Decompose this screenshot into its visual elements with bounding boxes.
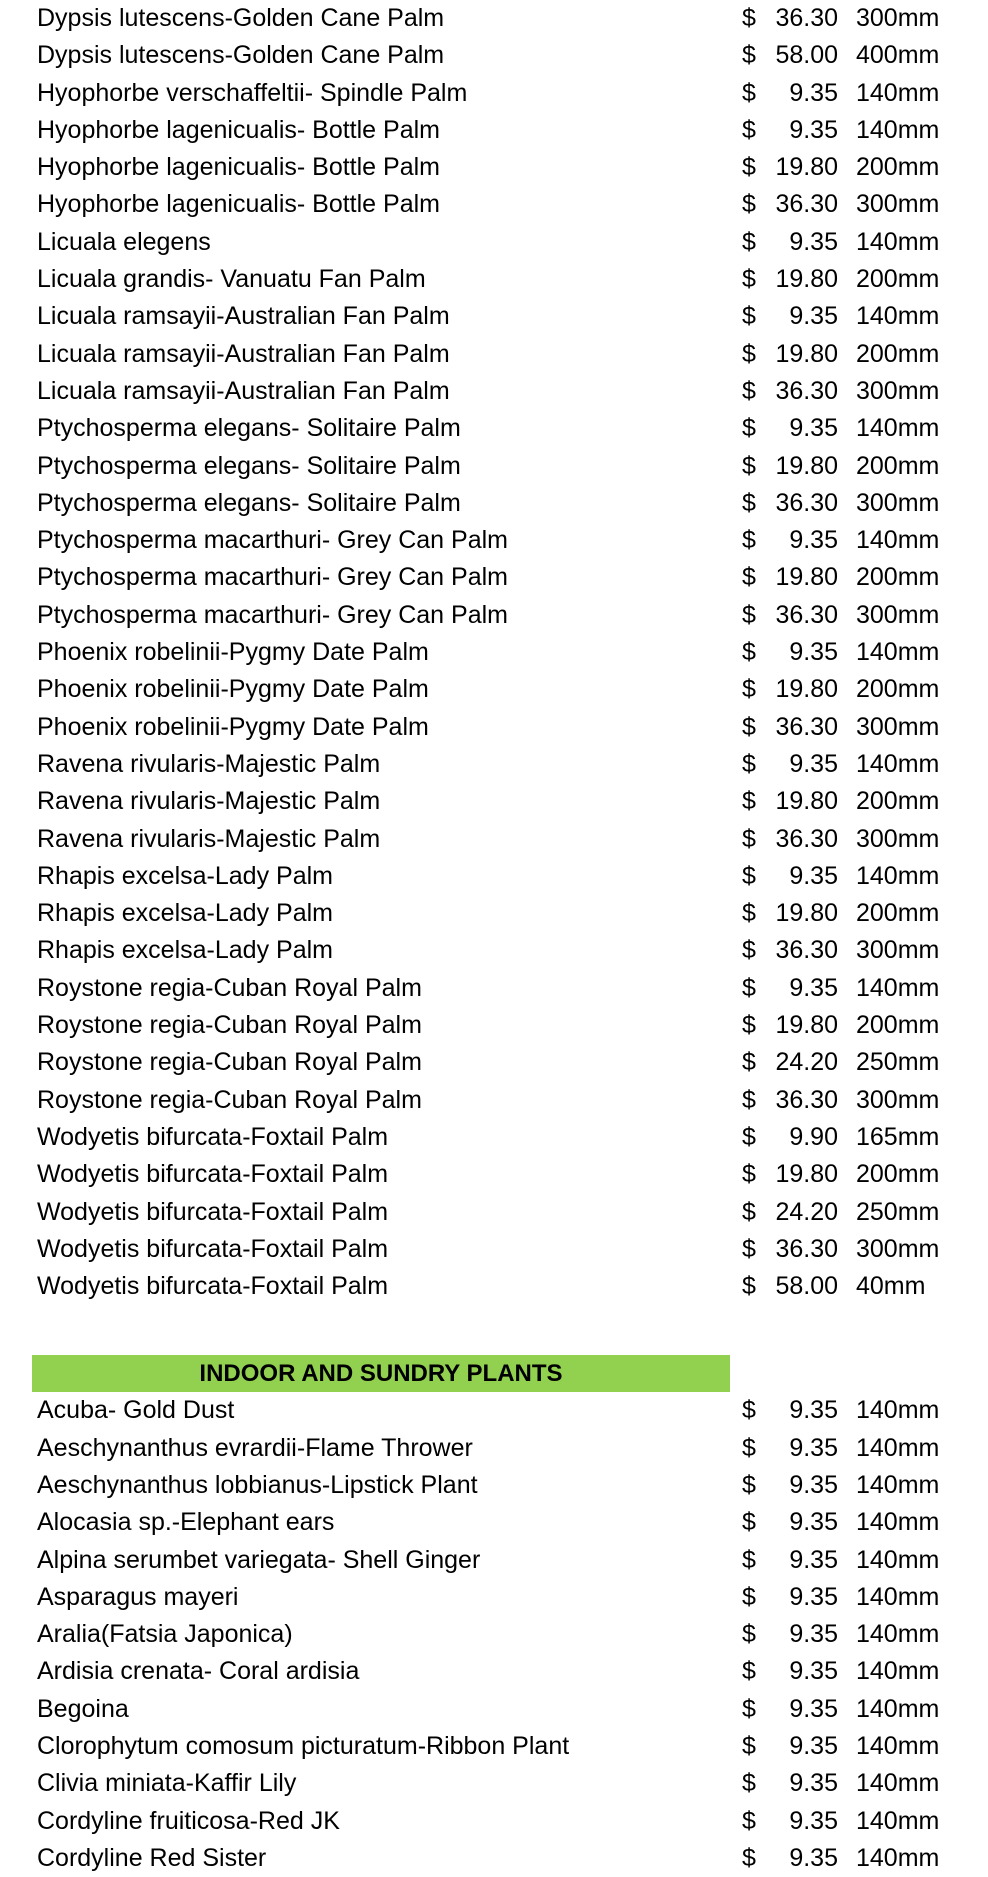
currency-symbol: $: [742, 1843, 756, 1872]
currency-symbol: $: [742, 451, 756, 480]
pot-size: 140mm: [856, 1732, 940, 1761]
pot-size: 140mm: [856, 302, 940, 331]
plant-name: Phoenix robelinii-Pygmy Date Palm: [37, 712, 429, 741]
plant-name: Ptychosperma elegans- Solitaire Palm: [37, 414, 461, 443]
plant-name: Wodyetis bifurcata-Foxtail Palm: [37, 1272, 389, 1301]
plant-name: Hyophorbe lagenicualis- Bottle Palm: [37, 115, 440, 144]
plant-name: Asparagus mayeri: [37, 1582, 239, 1611]
plant-name: Aralia(Fatsia Japonica): [37, 1620, 293, 1649]
price-value: 19.80: [775, 153, 838, 182]
table-row: [0, 298, 988, 335]
price-value: 9.35: [789, 115, 838, 144]
price-value: 9.35: [789, 861, 838, 890]
plant-name: Acuba- Gold Dust: [37, 1396, 235, 1425]
price-value: 9.35: [789, 1806, 838, 1835]
plant-name: Clorophytum comosum picturatum-Ribbon Plant: [37, 1732, 570, 1761]
table-row: [0, 1082, 988, 1119]
table-row: [0, 783, 988, 820]
currency-symbol: $: [742, 973, 756, 1002]
currency-symbol: $: [742, 749, 756, 778]
currency-symbol: $: [742, 563, 756, 592]
price-value: 9.35: [789, 1508, 838, 1537]
plant-name: Dypsis lutescens-Golden Cane Palm: [37, 4, 445, 32]
table-row: [0, 1765, 988, 1802]
price-value: 19.80: [775, 563, 838, 592]
pot-size: 300mm: [856, 600, 940, 629]
pot-size: 140mm: [856, 115, 940, 144]
plant-name: Wodyetis bifurcata-Foxtail Palm: [37, 1122, 389, 1151]
currency-symbol: $: [742, 1769, 756, 1798]
price-value: 19.80: [775, 265, 838, 294]
table-row: [0, 522, 988, 559]
table-row: [0, 709, 988, 746]
price-value: 9.35: [789, 1769, 838, 1798]
plant-name: Ravena rivularis-Majestic Palm: [37, 824, 381, 853]
price-value: 19.80: [775, 451, 838, 480]
pot-size: 140mm: [856, 414, 940, 443]
price-value: 9.35: [789, 1582, 838, 1611]
table-row: [0, 75, 988, 112]
pot-size: 165mm: [856, 1122, 940, 1151]
table-row: [0, 0, 988, 37]
pot-size: 200mm: [856, 451, 940, 480]
pot-size: 140mm: [856, 1470, 940, 1499]
table-row: [0, 1392, 988, 1429]
currency-symbol: $: [742, 1620, 756, 1649]
price-value: 9.35: [789, 78, 838, 107]
currency-symbol: $: [742, 1806, 756, 1835]
table-row: [0, 1430, 988, 1467]
currency-symbol: $: [742, 1508, 756, 1537]
currency-symbol: $: [742, 861, 756, 890]
pot-size: 300mm: [856, 712, 940, 741]
pot-size: 140mm: [856, 78, 940, 107]
table-row: [0, 1194, 988, 1231]
plant-name: Dypsis lutescens-Golden Cane Palm: [37, 41, 445, 70]
price-value: 19.80: [775, 339, 838, 368]
price-value: 36.30: [775, 376, 838, 405]
pot-size: 200mm: [856, 787, 940, 816]
pot-size: 140mm: [856, 1694, 940, 1723]
pot-size: 250mm: [856, 1197, 940, 1226]
plant-name: Cordyline fruiticosa-Red JK: [37, 1806, 340, 1835]
section-spacer: [0, 1305, 988, 1355]
table-row: [0, 858, 988, 895]
plant-name: Phoenix robelinii-Pygmy Date Palm: [37, 638, 429, 667]
plant-name: Cordyline Red Sister: [37, 1843, 267, 1872]
currency-symbol: $: [742, 227, 756, 256]
table-row: [0, 1044, 988, 1081]
table-row: [0, 821, 988, 858]
pot-size: 140mm: [856, 1582, 940, 1611]
table-row: [0, 1504, 988, 1541]
currency-symbol: $: [742, 414, 756, 443]
table-row: [0, 895, 988, 932]
price-value: 9.35: [789, 973, 838, 1002]
pot-size: 300mm: [856, 376, 940, 405]
plant-name: Hyophorbe verschaffeltii- Spindle Palm: [37, 78, 468, 107]
pot-size: 140mm: [856, 1545, 940, 1574]
plant-name: Wodyetis bifurcata-Foxtail Palm: [37, 1160, 389, 1189]
plant-name: Rhapis excelsa-Lady Palm: [37, 861, 333, 890]
plant-name: Ravena rivularis-Majestic Palm: [37, 749, 381, 778]
table-row: [0, 746, 988, 783]
price-value: 36.30: [775, 488, 838, 517]
table-row: [0, 186, 988, 223]
price-value: 9.35: [789, 1470, 838, 1499]
table-row: [0, 336, 988, 373]
plant-name: Ardisia crenata- Coral ardisia: [37, 1657, 360, 1686]
table-row: [0, 1156, 988, 1193]
pot-size: 300mm: [856, 1085, 940, 1114]
table-row: [0, 1653, 988, 1690]
table-row: [0, 37, 988, 74]
currency-symbol: $: [742, 1396, 756, 1425]
price-value: 9.35: [789, 1396, 838, 1425]
currency-symbol: $: [742, 1694, 756, 1723]
currency-symbol: $: [742, 190, 756, 219]
pot-size: 200mm: [856, 675, 940, 704]
plant-name: Ravena rivularis-Majestic Palm: [37, 787, 381, 816]
pot-size: 140mm: [856, 1843, 940, 1872]
pot-size: 140mm: [856, 1806, 940, 1835]
price-value: 9.35: [789, 302, 838, 331]
pot-size: 140mm: [856, 1508, 940, 1537]
plant-name: Rhapis excelsa-Lady Palm: [37, 936, 333, 965]
pot-size: 250mm: [856, 1048, 940, 1077]
pot-size: 140mm: [856, 526, 940, 555]
price-value: 19.80: [775, 899, 838, 928]
currency-symbol: $: [742, 1234, 756, 1263]
price-value: 9.35: [789, 227, 838, 256]
pot-size: 200mm: [856, 899, 940, 928]
currency-symbol: $: [742, 4, 756, 32]
pot-size: 200mm: [856, 339, 940, 368]
pot-size: 200mm: [856, 563, 940, 592]
plant-name: Wodyetis bifurcata-Foxtail Palm: [37, 1234, 389, 1263]
table-row: [0, 1616, 988, 1653]
plant-name: Begoina: [37, 1694, 129, 1723]
plant-name: Ptychosperma macarthuri- Grey Can Palm: [37, 600, 508, 629]
plant-name: Ptychosperma macarthuri- Grey Can Palm: [37, 526, 508, 555]
table-row: [0, 224, 988, 261]
price-value: 9.35: [789, 1843, 838, 1872]
pot-size: 300mm: [856, 936, 940, 965]
pot-size: 200mm: [856, 1160, 940, 1189]
pot-size: 300mm: [856, 488, 940, 517]
plant-name: Ptychosperma macarthuri- Grey Can Palm: [37, 563, 508, 592]
table-row: [0, 1803, 988, 1840]
price-value: 36.30: [775, 824, 838, 853]
plant-name: Licuala elegens: [37, 227, 211, 256]
table-row: [0, 1691, 988, 1728]
currency-symbol: $: [742, 265, 756, 294]
price-value: 19.80: [775, 675, 838, 704]
price-value: 9.35: [789, 414, 838, 443]
price-value: 58.00: [775, 41, 838, 70]
plant-name: Licuala grandis- Vanuatu Fan Palm: [37, 265, 426, 294]
price-value: 19.80: [775, 787, 838, 816]
table-row: [0, 149, 988, 186]
plant-name: Ptychosperma elegans- Solitaire Palm: [37, 488, 461, 517]
currency-symbol: $: [742, 1122, 756, 1151]
currency-symbol: $: [742, 1197, 756, 1226]
table-row: [0, 112, 988, 149]
plant-name: Aeschynanthus lobbianus-Lipstick Plant: [37, 1470, 478, 1499]
table-row: [0, 1467, 988, 1504]
plant-name: Phoenix robelinii-Pygmy Date Palm: [37, 675, 429, 704]
currency-symbol: $: [742, 302, 756, 331]
price-value: 9.35: [789, 1732, 838, 1761]
table-row: [0, 448, 988, 485]
currency-symbol: $: [742, 41, 756, 70]
currency-symbol: $: [742, 1011, 756, 1040]
table-row: [0, 559, 988, 596]
pot-size: 140mm: [856, 1769, 940, 1798]
price-value: 9.35: [789, 1545, 838, 1574]
currency-symbol: $: [742, 153, 756, 182]
pot-size: 400mm: [856, 41, 940, 70]
section-title-band: INDOOR AND SUNDRY PLANTS: [32, 1355, 730, 1392]
pot-size: 40mm: [856, 1272, 926, 1301]
pot-size: 200mm: [856, 265, 940, 294]
plant-name: Wodyetis bifurcata-Foxtail Palm: [37, 1197, 389, 1226]
pot-size: 140mm: [856, 1620, 940, 1649]
pot-size: 140mm: [856, 1396, 940, 1425]
price-value: 9.35: [789, 526, 838, 555]
plant-name: Alpina serumbet variegata- Shell Ginger: [37, 1545, 481, 1574]
currency-symbol: $: [742, 1085, 756, 1114]
currency-symbol: $: [742, 1433, 756, 1462]
plant-name: Alocasia sp.-Elephant ears: [37, 1508, 335, 1537]
pot-size: 300mm: [856, 190, 940, 219]
table-row: [0, 634, 988, 671]
table-row: [0, 932, 988, 969]
currency-symbol: $: [742, 1732, 756, 1761]
table-row: [0, 1268, 988, 1305]
table-row: [0, 597, 988, 634]
pot-size: 140mm: [856, 861, 940, 890]
pot-size: 140mm: [856, 973, 940, 1002]
price-value: 24.20: [775, 1197, 838, 1226]
table-row: [0, 1007, 988, 1044]
currency-symbol: $: [742, 1272, 756, 1301]
currency-symbol: $: [742, 115, 756, 144]
currency-symbol: $: [742, 376, 756, 405]
table-row: [0, 410, 988, 447]
price-value: 36.30: [775, 600, 838, 629]
pot-size: 300mm: [856, 1234, 940, 1263]
currency-symbol: $: [742, 712, 756, 741]
price-value: 36.30: [775, 1085, 838, 1114]
price-value: 9.35: [789, 1657, 838, 1686]
currency-symbol: $: [742, 936, 756, 965]
currency-symbol: $: [742, 824, 756, 853]
plant-name: Licuala ramsayii-Australian Fan Palm: [37, 339, 450, 368]
pot-size: 140mm: [856, 1433, 940, 1462]
price-value: 19.80: [775, 1011, 838, 1040]
table-row: [0, 1728, 988, 1765]
price-value: 19.80: [775, 1160, 838, 1189]
table-row: [0, 1231, 988, 1268]
currency-symbol: $: [742, 675, 756, 704]
plant-name: Roystone regia-Cuban Royal Palm: [37, 973, 422, 1002]
plant-name: Roystone regia-Cuban Royal Palm: [37, 1048, 422, 1077]
currency-symbol: $: [742, 1545, 756, 1574]
currency-symbol: $: [742, 787, 756, 816]
currency-symbol: $: [742, 78, 756, 107]
price-value: 9.35: [789, 749, 838, 778]
plant-name: Aeschynanthus evrardii-Flame Thrower: [37, 1433, 473, 1462]
price-value: 36.30: [775, 936, 838, 965]
plant-name: Licuala ramsayii-Australian Fan Palm: [37, 376, 450, 405]
plant-name: Licuala ramsayii-Australian Fan Palm: [37, 302, 450, 331]
pot-size: 140mm: [856, 749, 940, 778]
currency-symbol: $: [742, 526, 756, 555]
plant-name: Roystone regia-Cuban Royal Palm: [37, 1011, 422, 1040]
table-row: [0, 970, 988, 1007]
pot-size: 200mm: [856, 1011, 940, 1040]
price-value: 9.35: [789, 1620, 838, 1649]
price-value: 36.30: [775, 712, 838, 741]
indoor-price-list: [0, 1392, 988, 1877]
plant-name: Hyophorbe lagenicualis- Bottle Palm: [37, 190, 440, 219]
pot-size: 300mm: [856, 4, 940, 32]
price-value: 24.20: [775, 1048, 838, 1077]
table-row: [0, 1840, 988, 1877]
price-value: 58.00: [775, 1272, 838, 1301]
table-row: [0, 671, 988, 708]
currency-symbol: $: [742, 1048, 756, 1077]
price-value: 36.30: [775, 190, 838, 219]
table-row: [0, 1542, 988, 1579]
plant-name: Ptychosperma elegans- Solitaire Palm: [37, 451, 461, 480]
pot-size: 200mm: [856, 153, 940, 182]
pot-size: 140mm: [856, 227, 940, 256]
currency-symbol: $: [742, 339, 756, 368]
price-value: 36.30: [775, 4, 838, 32]
plant-name: Hyophorbe lagenicualis- Bottle Palm: [37, 153, 440, 182]
table-row: [0, 485, 988, 522]
plant-name: Roystone regia-Cuban Royal Palm: [37, 1085, 422, 1114]
pot-size: 300mm: [856, 824, 940, 853]
table-row: [0, 373, 988, 410]
currency-symbol: $: [742, 1470, 756, 1499]
table-row: [0, 261, 988, 298]
currency-symbol: $: [742, 488, 756, 517]
currency-symbol: $: [742, 899, 756, 928]
section-header: [0, 1355, 988, 1392]
price-value: 9.35: [789, 1694, 838, 1723]
plant-name: Clivia miniata-Kaffir Lily: [37, 1769, 297, 1798]
currency-symbol: $: [742, 1160, 756, 1189]
currency-symbol: $: [742, 1582, 756, 1611]
currency-symbol: $: [742, 638, 756, 667]
currency-symbol: $: [742, 1657, 756, 1686]
pot-size: 140mm: [856, 1657, 940, 1686]
table-row: [0, 1119, 988, 1156]
price-value: 9.35: [789, 638, 838, 667]
price-value: 36.30: [775, 1234, 838, 1263]
table-row: [0, 1579, 988, 1616]
price-value: 9.90: [789, 1122, 838, 1151]
pot-size: 140mm: [856, 638, 940, 667]
price-value: 9.35: [789, 1433, 838, 1462]
plant-name: Rhapis excelsa-Lady Palm: [37, 899, 333, 928]
currency-symbol: $: [742, 600, 756, 629]
